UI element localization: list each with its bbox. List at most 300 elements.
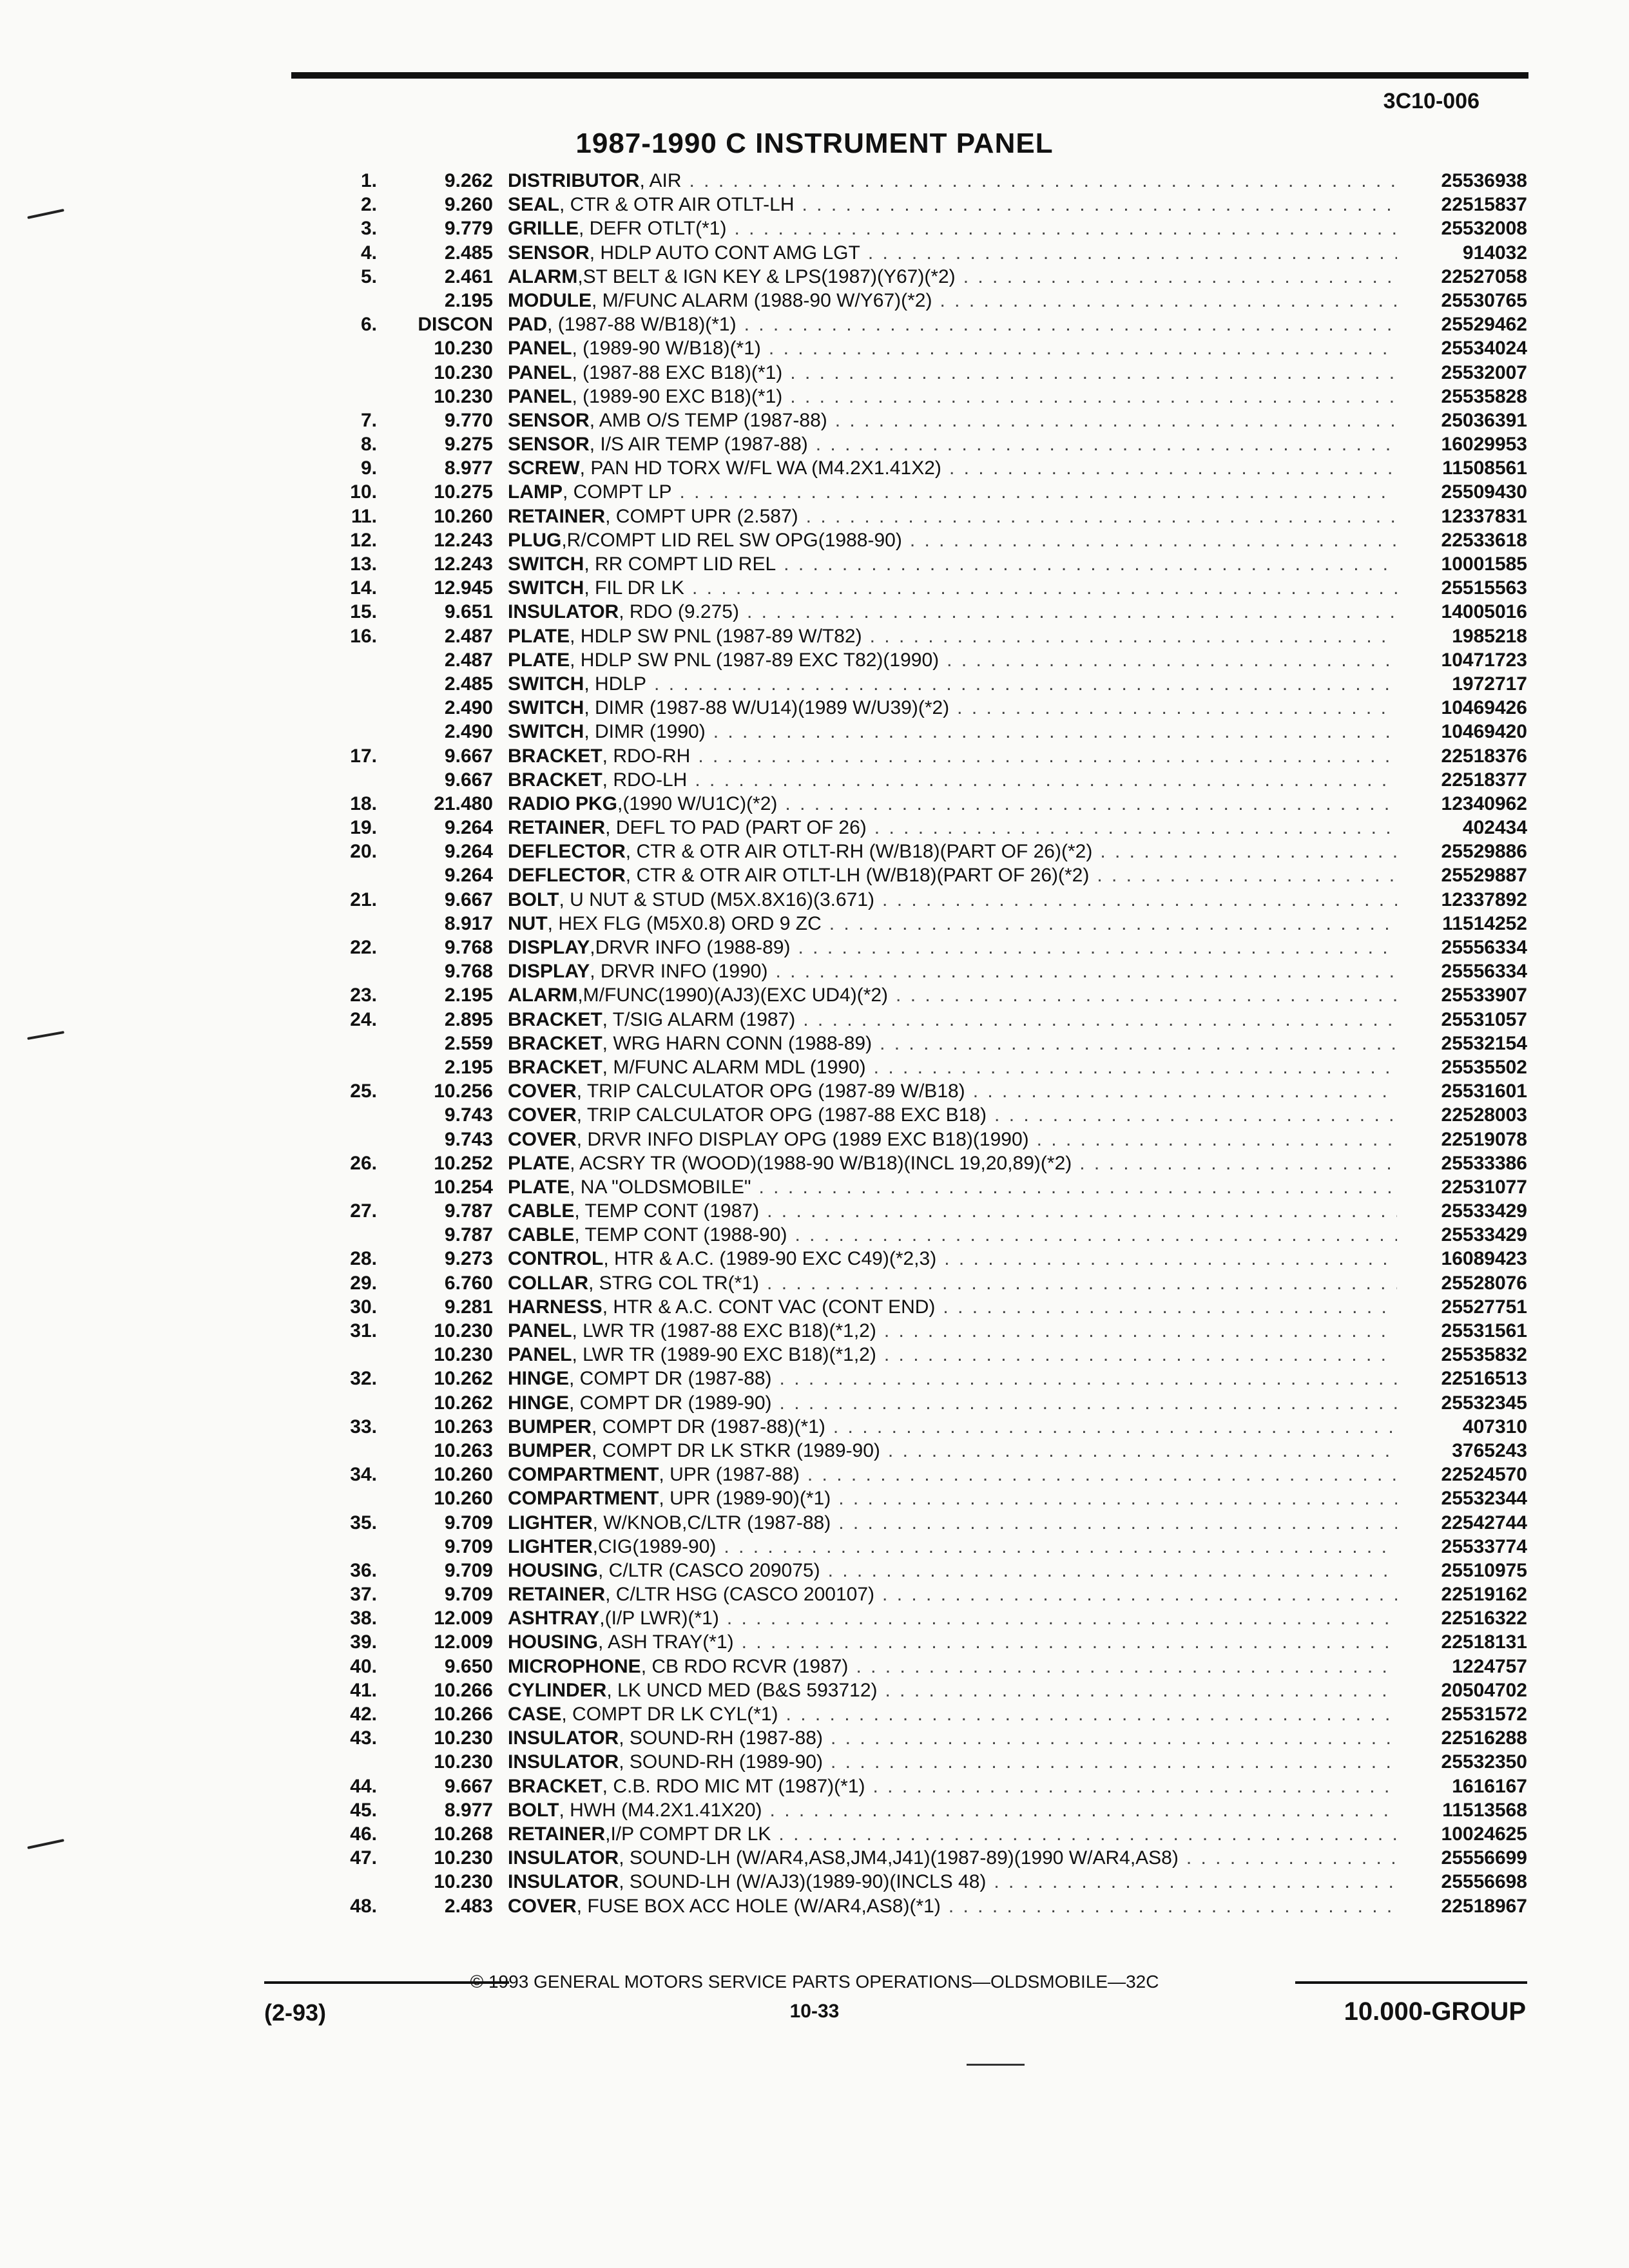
group-number: 10.266 xyxy=(434,1679,493,1701)
list-item xyxy=(293,480,1527,504)
group-number: 10.275 xyxy=(434,481,493,503)
part-description: , COMPT LP xyxy=(563,481,672,503)
group-number: 10.230 xyxy=(434,361,493,383)
list-item xyxy=(293,241,1527,265)
list-item xyxy=(293,1391,1527,1415)
part-number: 402434 xyxy=(1462,817,1527,839)
part-name: DEFLECTOR xyxy=(508,841,626,863)
list-item xyxy=(293,1486,1527,1510)
list-item xyxy=(293,1726,1527,1750)
dot-leader xyxy=(803,1008,1397,1032)
dot-leader xyxy=(1037,1128,1397,1151)
part-number: 25036391 xyxy=(1441,409,1527,431)
part-description: , (1989-90 W/B18)(*1) xyxy=(572,338,761,360)
item-number: 17. xyxy=(350,745,377,767)
dot-leader xyxy=(884,1319,1397,1343)
group-number: 2.895 xyxy=(444,1008,493,1030)
list-item xyxy=(293,361,1527,385)
part-description: , (1989-90 EXC B18)(*1) xyxy=(572,385,783,407)
dot-leader xyxy=(816,432,1397,456)
group-number: 9.743 xyxy=(444,1104,493,1126)
part-name: DISPLAY xyxy=(508,937,590,958)
part-name: SEAL xyxy=(508,194,560,216)
part-name: INSULATOR xyxy=(508,601,619,623)
part-number: 22518377 xyxy=(1441,769,1527,791)
dot-leader xyxy=(744,312,1397,336)
group-number: 9.275 xyxy=(444,434,493,456)
part-description: , WRG HARN CONN (1988-89) xyxy=(602,1032,872,1054)
punch-mark xyxy=(27,1839,64,1849)
list-item xyxy=(293,696,1527,720)
part-name: COLLAR xyxy=(508,1272,588,1294)
part-name: NUT xyxy=(508,912,548,934)
group-number: 10.230 xyxy=(434,1320,493,1341)
list-item xyxy=(293,193,1527,216)
dot-leader xyxy=(742,1630,1397,1654)
part-number: 25531601 xyxy=(1441,1081,1527,1102)
dot-leader xyxy=(882,888,1397,912)
list-item xyxy=(293,1055,1527,1079)
list-item xyxy=(293,1032,1527,1055)
dot-leader xyxy=(880,1032,1397,1055)
part-name: LIGHTER xyxy=(508,1512,593,1533)
part-name: SENSOR xyxy=(508,409,590,431)
list-item xyxy=(293,1582,1527,1606)
group-number: 9.779 xyxy=(444,218,493,240)
part-number: 25533386 xyxy=(1441,1152,1527,1174)
group-number: 2.483 xyxy=(444,1895,493,1917)
dot-leader xyxy=(973,1079,1397,1103)
group-number: 12.243 xyxy=(434,529,493,551)
part-number: 16089423 xyxy=(1441,1248,1527,1270)
part-number: 20504702 xyxy=(1441,1679,1527,1701)
part-description: , COMPT DR LK STKR (1989-90) xyxy=(592,1439,880,1461)
part-name: PLATE xyxy=(508,1176,570,1198)
part-number: 25510975 xyxy=(1441,1559,1527,1581)
group-number: 10.256 xyxy=(434,1081,493,1102)
list-item xyxy=(293,216,1527,240)
part-description: , CTR & OTR AIR OTLT-LH (W/B18)(PART OF 26)(*2) xyxy=(625,865,1090,887)
dot-leader xyxy=(944,1247,1397,1271)
part-description: , LWR TR (1987-88 EXC B18)(*1,2) xyxy=(572,1320,876,1341)
list-item xyxy=(293,576,1527,600)
group-number: 9.787 xyxy=(444,1200,493,1222)
group-number: 21.480 xyxy=(434,793,493,814)
group-number: 9.667 xyxy=(444,745,493,767)
group-number: 9.768 xyxy=(444,937,493,958)
item-number: 19. xyxy=(350,817,377,839)
part-description: , TEMP CONT (1988-90) xyxy=(574,1224,787,1246)
part-number: 22531077 xyxy=(1441,1176,1527,1198)
group-number: 10.230 xyxy=(434,1727,493,1749)
list-item xyxy=(293,600,1527,624)
list-item xyxy=(293,1151,1527,1175)
group-number: 8.977 xyxy=(444,457,493,479)
item-number: 31. xyxy=(350,1320,377,1341)
part-name: BRACKET xyxy=(508,745,602,767)
part-description: ,ST BELT & IGN KEY & LPS(1987)(Y67)(*2) xyxy=(577,265,956,287)
revision-date: (2-93) xyxy=(264,1999,327,2026)
dot-leader xyxy=(829,912,1397,936)
part-name: COMPARTMENT xyxy=(508,1464,659,1486)
list-item xyxy=(293,1103,1527,1127)
group-number: 9.743 xyxy=(444,1128,493,1150)
part-number: 25527751 xyxy=(1441,1296,1527,1318)
part-name: HOUSING xyxy=(508,1559,599,1581)
part-name: CONTROL xyxy=(508,1248,604,1270)
dot-leader xyxy=(994,1103,1397,1127)
part-name: RETAINER xyxy=(508,505,606,527)
list-item xyxy=(293,863,1527,887)
part-name: CASE xyxy=(508,1704,562,1725)
part-number: 25533429 xyxy=(1441,1224,1527,1246)
part-name: COVER xyxy=(508,1895,577,1917)
dot-leader xyxy=(949,1894,1397,1918)
list-item xyxy=(293,1798,1527,1822)
part-name: ALARM xyxy=(508,985,578,1006)
dot-leader xyxy=(790,361,1397,385)
part-description: , TRIP CALCULATOR OPG (1987-89 W/B18) xyxy=(576,1081,965,1102)
part-name: DISPLAY xyxy=(508,961,590,983)
dot-leader xyxy=(713,720,1397,744)
dot-leader xyxy=(873,1774,1397,1798)
part-name: GRILLE xyxy=(508,218,579,240)
part-description: , SOUND-RH (1989-90) xyxy=(619,1751,823,1773)
group-number: 9.262 xyxy=(444,170,493,191)
top-rule xyxy=(291,72,1528,79)
list-item xyxy=(293,1870,1527,1894)
part-name: DISTRIBUTOR xyxy=(508,170,640,191)
item-number: 21. xyxy=(350,889,377,910)
dot-leader xyxy=(698,744,1397,768)
part-description: , SOUND-LH (W/AJ3)(1989-90)(INCLS 48) xyxy=(619,1871,987,1893)
list-item xyxy=(293,959,1527,983)
list-item xyxy=(293,744,1527,768)
part-description: ,CIG(1989-90) xyxy=(592,1535,717,1557)
part-description: , COMPT DR (1987-88) xyxy=(569,1368,772,1390)
item-number: 35. xyxy=(350,1512,377,1533)
part-name: SENSOR xyxy=(508,434,590,456)
part-name: COMPARTMENT xyxy=(508,1488,659,1510)
group-number: 9.667 xyxy=(444,1775,493,1797)
list-item xyxy=(293,1343,1527,1367)
part-name: SWITCH xyxy=(508,577,584,599)
list-item xyxy=(293,528,1527,552)
list-item xyxy=(293,1846,1527,1870)
list-item xyxy=(293,265,1527,289)
dot-leader xyxy=(870,624,1397,648)
dot-leader xyxy=(833,1415,1397,1439)
part-number: 22518376 xyxy=(1441,745,1527,767)
dot-leader xyxy=(769,336,1397,360)
item-number: 22. xyxy=(350,937,377,958)
list-item xyxy=(293,456,1527,480)
dot-leader xyxy=(888,1439,1397,1463)
part-name: LIGHTER xyxy=(508,1535,593,1557)
item-number: 7. xyxy=(360,409,377,431)
part-number: 25532154 xyxy=(1441,1032,1527,1054)
item-number: 48. xyxy=(350,1895,377,1917)
dot-leader xyxy=(831,1726,1397,1750)
dot-leader xyxy=(775,959,1397,983)
part-number: 25529887 xyxy=(1441,865,1527,887)
part-description: , STRG COL TR(*1) xyxy=(588,1272,760,1294)
part-description: , COMPT DR (1987-88)(*1) xyxy=(592,1416,825,1437)
part-number: 22519162 xyxy=(1441,1584,1527,1606)
item-number: 1. xyxy=(360,170,377,191)
group-number: 12.009 xyxy=(434,1631,493,1653)
part-number: 914032 xyxy=(1462,242,1527,264)
part-name: CABLE xyxy=(508,1200,575,1222)
item-number: 2. xyxy=(360,194,377,216)
part-number: 1972717 xyxy=(1452,673,1527,695)
item-number: 37. xyxy=(350,1584,377,1606)
part-number: 25528076 xyxy=(1441,1272,1527,1294)
item-number: 27. xyxy=(350,1200,377,1222)
dot-leader xyxy=(885,1678,1398,1702)
parts-list xyxy=(293,169,1527,1918)
part-description: , NA "OLDSMOBILE" xyxy=(570,1176,751,1198)
dot-leader xyxy=(695,768,1397,792)
list-item xyxy=(293,1630,1527,1654)
part-name: INSULATOR xyxy=(508,1727,619,1749)
part-name: COVER xyxy=(508,1104,577,1126)
part-number: 25535832 xyxy=(1441,1344,1527,1366)
part-description: , TEMP CONT (1987) xyxy=(574,1200,760,1222)
part-description: , SOUND-LH (W/AR4,AS8,JM4,J41)(1987-89)(1990 W/AR4,AS8) xyxy=(619,1847,1179,1869)
part-number: 22518967 xyxy=(1441,1895,1527,1917)
group-number: 9.264 xyxy=(444,865,493,887)
part-description: , DRVR INFO DISPLAY OPG (1989 EXC B18)(1990) xyxy=(576,1128,1029,1150)
item-number: 42. xyxy=(350,1704,377,1725)
part-number: 25533774 xyxy=(1441,1535,1527,1557)
page-title: 1987-1990 C INSTRUMENT PANEL xyxy=(575,128,1054,159)
part-number: 12337831 xyxy=(1441,505,1527,527)
dot-leader xyxy=(838,1486,1397,1510)
part-number: 25532350 xyxy=(1441,1751,1527,1773)
dot-leader xyxy=(957,696,1397,720)
page-number: 10-33 xyxy=(789,2001,840,2022)
punch-mark xyxy=(27,1031,64,1040)
part-description: , DEFL TO PAD (PART OF 26) xyxy=(605,817,867,839)
dot-leader xyxy=(949,456,1397,480)
part-name: SCREW xyxy=(508,457,580,479)
item-number: 4. xyxy=(360,242,377,264)
part-number: 10001585 xyxy=(1441,553,1527,575)
dot-leader xyxy=(963,265,1397,289)
part-name: INSULATOR xyxy=(508,1751,619,1773)
part-number: 407310 xyxy=(1462,1416,1527,1437)
part-description: ,M/FUNC(1990)(AJ3)(EXC UD4)(*2) xyxy=(577,985,889,1006)
part-number: 22516513 xyxy=(1441,1368,1527,1390)
part-name: PANEL xyxy=(508,1344,572,1366)
part-name: RETAINER xyxy=(508,1584,606,1606)
group-number: 2.559 xyxy=(444,1032,493,1054)
part-name: PANEL xyxy=(508,1320,572,1341)
list-item xyxy=(293,888,1527,912)
list-item xyxy=(293,1678,1527,1702)
part-name: SWITCH xyxy=(508,553,584,575)
item-number: 16. xyxy=(350,625,377,647)
item-number: 26. xyxy=(350,1152,377,1174)
part-description: , DRVR INFO (1990) xyxy=(590,961,768,983)
dot-leader xyxy=(940,289,1397,312)
dot-leader xyxy=(884,1343,1397,1367)
item-number: 3. xyxy=(360,218,377,240)
group-number: 9.709 xyxy=(444,1512,493,1533)
part-name: INSULATOR xyxy=(508,1847,619,1869)
dot-leader xyxy=(734,216,1397,240)
group-number: 10.262 xyxy=(434,1392,493,1414)
list-item xyxy=(293,1319,1527,1343)
list-item xyxy=(293,1511,1527,1535)
part-number: 22516322 xyxy=(1441,1608,1527,1629)
part-description: , ACSRY TR (WOOD)(1988-90 W/B18)(INCL 19,20,89)(*2) xyxy=(570,1152,1072,1174)
part-description: , FUSE BOX ACC HOLE (W/AR4,AS8)(*1) xyxy=(576,1895,941,1917)
dot-leader xyxy=(778,1822,1397,1846)
group-number: 9.260 xyxy=(444,194,493,216)
group-number: 10.252 xyxy=(434,1152,493,1174)
part-description: , RDO-LH xyxy=(602,769,688,791)
part-number: 25532344 xyxy=(1441,1488,1527,1510)
part-description: , HDLP SW PNL (1987-89 EXC T82)(1990) xyxy=(570,649,940,671)
part-number: 25556699 xyxy=(1441,1847,1527,1869)
dot-leader xyxy=(780,1367,1397,1390)
dot-leader xyxy=(786,1702,1397,1726)
part-number: 1224757 xyxy=(1452,1655,1527,1677)
part-number: 10471723 xyxy=(1441,649,1527,671)
list-item xyxy=(293,1606,1527,1630)
item-number: 24. xyxy=(350,1008,377,1030)
part-name: PLATE xyxy=(508,1152,570,1174)
part-name: BRACKET xyxy=(508,1032,602,1054)
part-name: DEFLECTOR xyxy=(508,865,626,887)
part-number: 22527058 xyxy=(1441,265,1527,287)
item-number: 25. xyxy=(350,1081,377,1102)
part-name: RADIO PKG xyxy=(508,793,618,814)
dot-leader xyxy=(767,1199,1397,1223)
part-number: 12340962 xyxy=(1441,793,1527,814)
part-name: BRACKET xyxy=(508,1775,602,1797)
part-name: PLATE xyxy=(508,625,570,647)
dot-leader xyxy=(896,983,1397,1007)
part-description: , M/FUNC ALARM MDL (1990) xyxy=(602,1056,866,1078)
group-number: 10.260 xyxy=(434,1464,493,1486)
dot-leader xyxy=(785,792,1397,816)
dot-leader xyxy=(802,193,1398,216)
group-number: 10.230 xyxy=(434,1751,493,1773)
part-description: , COMPT DR LK CYL(*1) xyxy=(561,1704,778,1725)
group-number: 10.260 xyxy=(434,1488,493,1510)
item-number: 30. xyxy=(350,1296,377,1318)
dot-leader xyxy=(831,1750,1397,1774)
group-number: 2.485 xyxy=(444,242,493,264)
dot-leader xyxy=(868,241,1397,265)
group-number: 12.243 xyxy=(434,553,493,575)
list-item xyxy=(293,312,1527,336)
list-item xyxy=(293,672,1527,696)
part-description: , LK UNCD MED (B&S 593712) xyxy=(606,1679,878,1701)
group-number: 9.650 xyxy=(444,1655,493,1677)
footer-scan-mark xyxy=(967,2064,1025,2066)
part-description: , (1987-88 EXC B18)(*1) xyxy=(572,361,783,383)
dot-leader xyxy=(947,648,1397,672)
part-description: ,(1990 W/U1C)(*2) xyxy=(617,793,778,814)
part-description: , CB RDO RCVR (1987) xyxy=(641,1655,849,1677)
group-number: 12.009 xyxy=(434,1608,493,1629)
list-item xyxy=(293,336,1527,360)
part-description: , AIR xyxy=(639,170,682,191)
part-number: 10469426 xyxy=(1441,697,1527,719)
item-number: 45. xyxy=(350,1799,377,1821)
part-name: INSULATOR xyxy=(508,1871,619,1893)
part-name: PANEL xyxy=(508,361,572,383)
part-description: , W/KNOB,C/LTR (1987-88) xyxy=(592,1512,831,1533)
part-description: , CTR & OTR AIR OTLT-LH xyxy=(559,194,795,216)
group-number: 9.667 xyxy=(444,889,493,910)
part-number: 11513568 xyxy=(1442,1799,1527,1821)
part-number: 10469420 xyxy=(1441,721,1527,743)
part-number: 25531572 xyxy=(1441,1704,1527,1725)
group-number: 2.195 xyxy=(444,289,493,311)
list-item xyxy=(293,1128,1527,1151)
list-item xyxy=(293,936,1527,959)
part-number: 14005016 xyxy=(1441,601,1527,623)
part-number: 25529886 xyxy=(1441,841,1527,863)
group-number: 10.230 xyxy=(434,1871,493,1893)
list-item xyxy=(293,624,1527,648)
part-number: 1616167 xyxy=(1452,1775,1527,1797)
part-name: SWITCH xyxy=(508,721,584,743)
item-number: 29. xyxy=(350,1272,377,1294)
part-number: 25515563 xyxy=(1441,577,1527,599)
group-number: 10.263 xyxy=(434,1416,493,1437)
part-description: , C.B. RDO MIC MT (1987)(*1) xyxy=(602,1775,865,1797)
list-item xyxy=(293,1079,1527,1103)
dot-leader xyxy=(828,1559,1397,1582)
part-number: 25534024 xyxy=(1441,338,1527,360)
item-number: 36. xyxy=(350,1559,377,1581)
part-name: SWITCH xyxy=(508,697,584,719)
item-number: 20. xyxy=(350,841,377,863)
dot-leader xyxy=(759,1175,1398,1199)
part-description: , UPR (1989-90)(*1) xyxy=(659,1488,831,1510)
item-number: 47. xyxy=(350,1847,377,1869)
item-number: 9. xyxy=(360,457,377,479)
list-item xyxy=(293,768,1527,792)
part-description: , DIMR (1990) xyxy=(584,721,706,743)
group-number: 9.264 xyxy=(444,841,493,863)
item-number: 13. xyxy=(350,553,377,575)
part-number: 11514252 xyxy=(1442,912,1527,934)
part-description: , COMPT DR (1989-90) xyxy=(569,1392,772,1414)
part-description: , T/SIG ALARM (1987) xyxy=(602,1008,796,1030)
dot-leader xyxy=(727,1606,1397,1630)
item-number: 28. xyxy=(350,1248,377,1270)
part-number: 25535828 xyxy=(1441,385,1527,407)
part-number: 22519078 xyxy=(1441,1128,1527,1150)
group-number: 9.770 xyxy=(444,409,493,431)
part-description: , RDO (9.275) xyxy=(619,601,739,623)
group-number: 9.264 xyxy=(444,817,493,839)
item-number: 34. xyxy=(350,1464,377,1486)
part-number: 25532345 xyxy=(1441,1392,1527,1414)
part-description: , HDLP AUTO CONT AMG LGT xyxy=(589,242,860,264)
part-number: 25531561 xyxy=(1441,1320,1527,1341)
list-item xyxy=(293,1822,1527,1846)
part-name: COVER xyxy=(508,1081,577,1102)
part-description: , C/LTR HSG (CASCO 200107) xyxy=(605,1584,875,1606)
